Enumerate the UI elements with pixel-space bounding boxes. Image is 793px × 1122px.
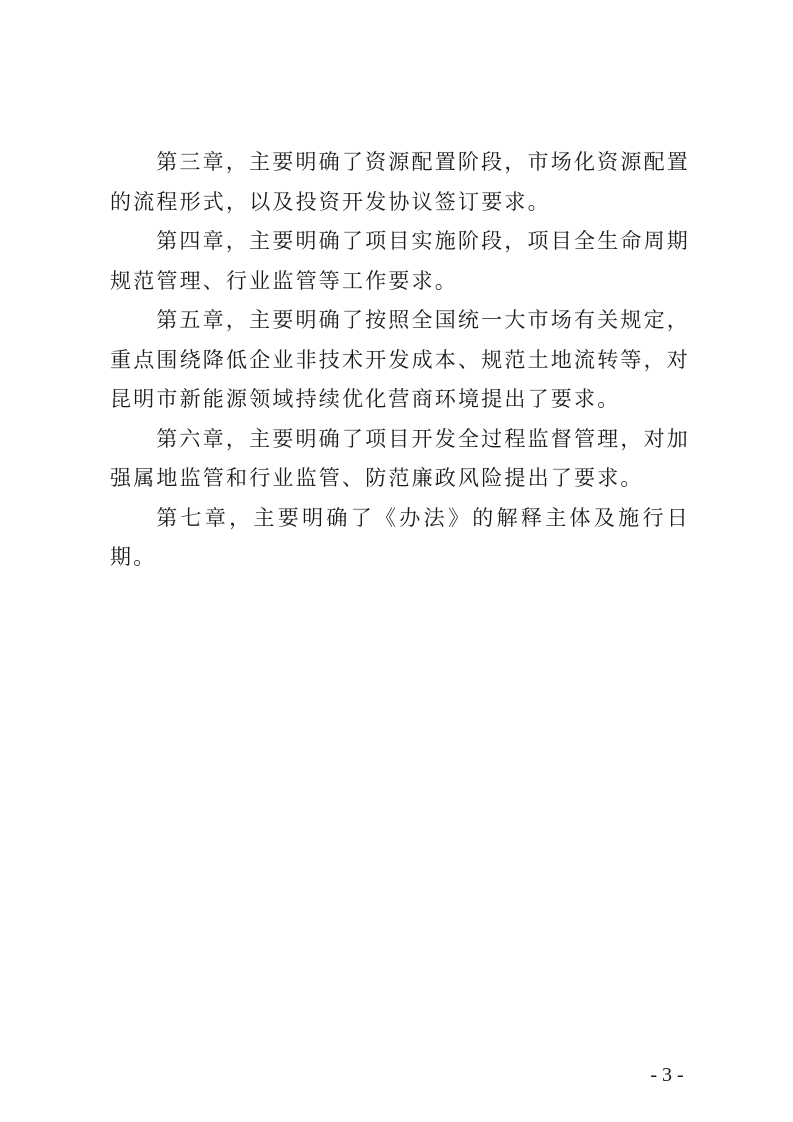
paragraph-chapter-4: 第四章，主要明确了项目实施阶段，项目全生命周期规范管理、行业监管等工作要求。 <box>110 229 690 293</box>
paragraph-chapter-7: 第七章，主要明确了《办法》的解释主体及施行日期。 <box>110 505 690 569</box>
paragraph-chapter-5: 第五章，主要明确了按照全国统一大市场有关规定，重点围绕降低企业非技术开发成本、规范土地流转等，对昆明市新能源领域持续优化营商环境提出了要求。 <box>110 308 690 411</box>
document-body <box>110 143 690 578</box>
paragraph-chapter-6: 第六章，主要明确了项目开发全过程监督管理，对加强属地监管和行业监管、防范廉政风险提出了要求。 <box>110 426 690 490</box>
page-number: - 3 - <box>650 1064 684 1086</box>
paragraph-chapter-3: 第三章，主要明确了资源配置阶段，市场化资源配置的流程形式，以及投资开发协议签订要求。 <box>110 150 690 214</box>
